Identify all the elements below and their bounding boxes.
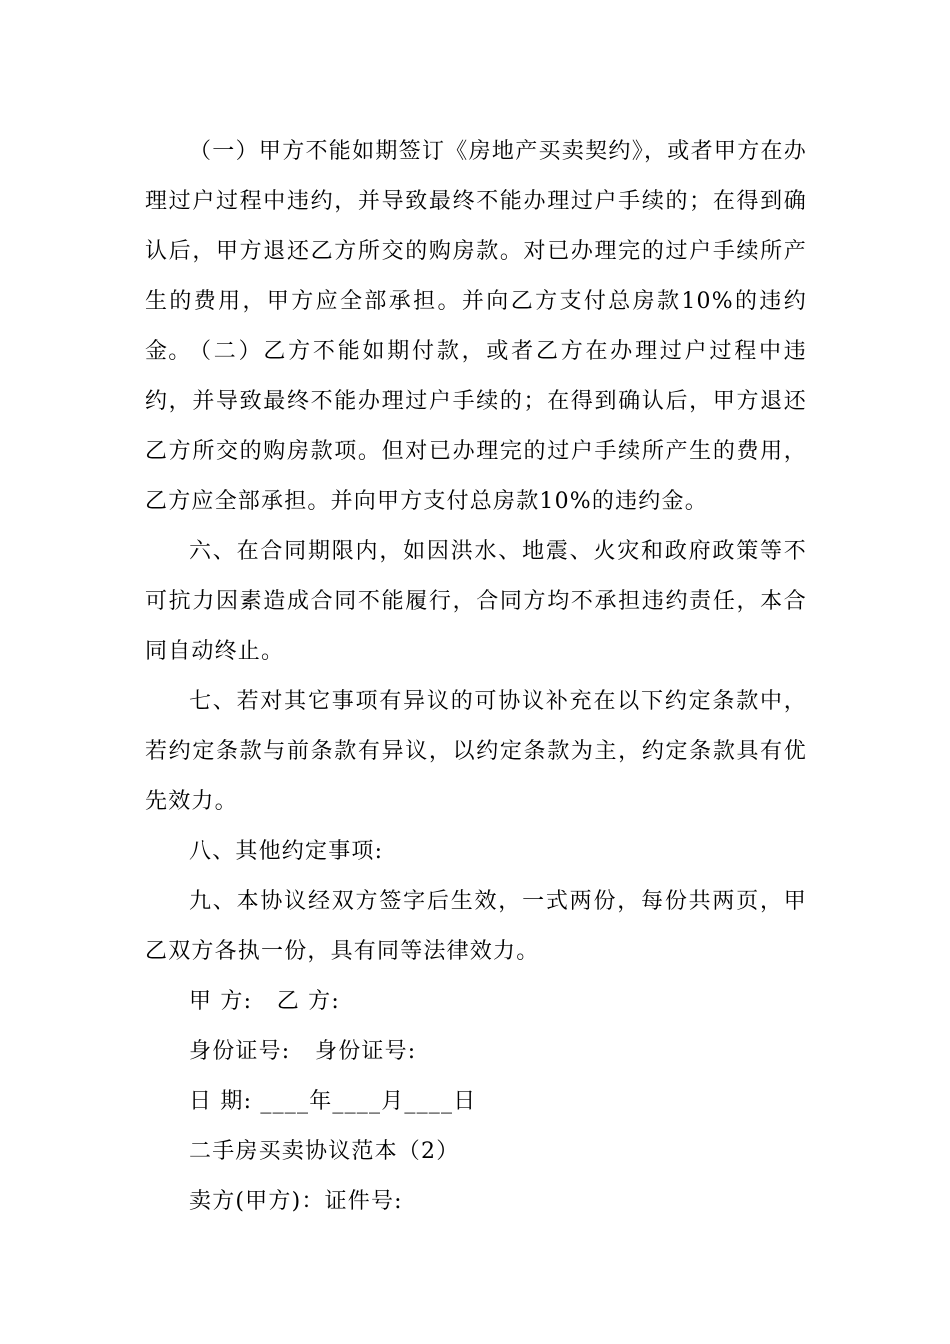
template-title: 二手房买卖协议范本（2） bbox=[189, 1139, 460, 1164]
party-signature-line: 甲 方: 乙 方: bbox=[189, 989, 340, 1014]
clause-nine-effective: 九、本协议经双方签字后生效，一式两份，每份共两页，甲乙双方各执一份，具有同等法律效力。 bbox=[145, 889, 807, 964]
id-number-line: 身份证号: 身份证号: bbox=[189, 1039, 417, 1064]
clause-breach-party-b: （二）乙方不能如期付款，或者乙方在办理过户过程中违约，并导致最终不能办理过户手续的；在得到确认后，甲方退还乙方所交的购房款项。但对已办理完的过户手续所产生的费用，乙方应全部承担。并向甲方支付总房款10%的违约金。 bbox=[145, 339, 807, 514]
clause-eight-other: 八、其他约定事项: bbox=[189, 839, 384, 864]
clause-breach-party-a: （一）甲方不能如期签订《房地产买卖契约》，或者甲方在办理过户过程中违约，并导致最终不能办理过户手续的；在得到确认后，甲方退还乙方所交的购房款。对已办理完的过户手续所产生的费用，甲方应全部承担。并向乙方支付总房款10%的违约金。 bbox=[145, 139, 807, 364]
seller-line: 卖方(甲方)：证件号: bbox=[189, 1189, 403, 1214]
date-line: 日 期: ____年____月____日 bbox=[189, 1089, 477, 1114]
clause-six-force-majeure: 六、在合同期限内，如因洪水、地震、火灾和政府政策等不可抗力因素造成合同不能履行，合同方均不承担违约责任，本合同自动终止。 bbox=[145, 539, 807, 664]
clause-seven-supplement: 七、若对其它事项有异议的可协议补充在以下约定条款中，若约定条款与前条款有异议，以约定条款为主，约定条款具有优先效力。 bbox=[145, 689, 807, 814]
